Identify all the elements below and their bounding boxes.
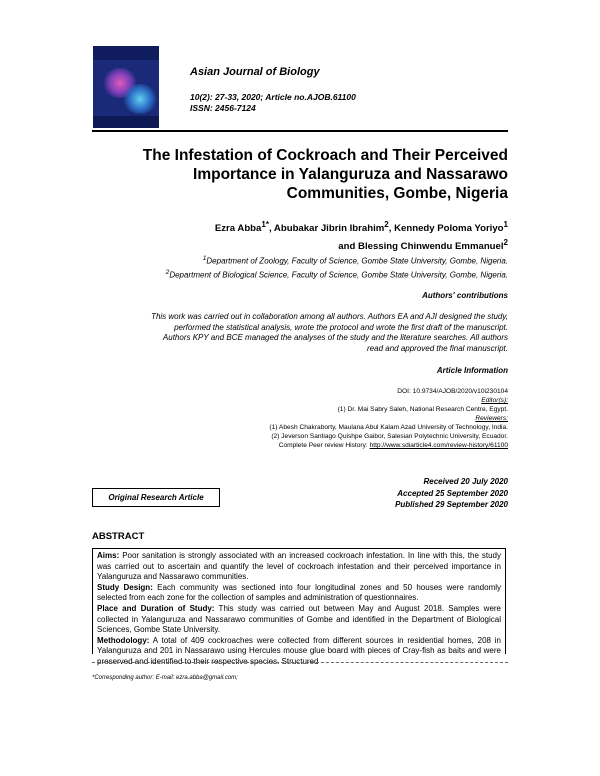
author-line <box>92 218 508 236</box>
issn-line: ISSN: 2456-7124 <box>190 103 256 113</box>
review-history-label: Complete Peer review History: <box>278 442 370 449</box>
contributions-line: performed the statistical analysis, wrote the protocol and wrote the first draft of the manuscript. <box>174 322 508 332</box>
editor-entry: (1) Dr. Mai Sabry Saleh, National Research Centre, Egypt. <box>337 406 508 413</box>
author-line <box>92 236 508 254</box>
affiliation-text: Department of Zoology, Faculty of Science, Gombe State University, Gombe, Nigeria. <box>206 256 508 266</box>
author-sup: 1* <box>261 220 269 229</box>
article-info-heading: Article Information <box>436 366 508 375</box>
article-info <box>92 387 508 450</box>
received-date: Received 20 July 2020 <box>423 477 508 486</box>
cover-bottom-band <box>93 116 159 128</box>
journal-name: Asian Journal of Biology <box>190 66 320 78</box>
affiliation <box>92 267 508 281</box>
author-name: Abubakar Jibrin Ibrahim <box>273 223 385 235</box>
corresponding-author-footnote: *Corresponding author: E-mail: ezra.abba@gmail.com; <box>92 675 238 681</box>
paper-title <box>92 146 508 203</box>
abstract-label: Aims: <box>97 551 120 560</box>
header-rule <box>92 130 508 132</box>
accepted-date: Accepted 25 September 2020 <box>397 488 508 498</box>
journal-cover <box>93 46 159 128</box>
abstract-design <box>97 583 501 604</box>
abstract-label: Study Design: <box>97 582 153 592</box>
contributions-heading: Authors' contributions <box>422 291 508 300</box>
title-line: Importance in Yalanguruza and Nassarawo <box>193 166 508 183</box>
affiliation-sup: 2 <box>165 268 170 276</box>
journal-citation <box>190 92 356 114</box>
cover-art-blue <box>123 84 157 114</box>
abstract-place <box>97 604 501 636</box>
cover-top-band <box>93 46 159 60</box>
abstract-text: A total of 409 cockroaches were collected from different sources in residential homes, 208 in Yalanguruza and 201 in Nassarawo using Hercules mouse glue board with pieces of Cray-fish as baits and were preserved and identified to their respective species. Structured <box>97 635 501 666</box>
affiliation-text: Department of Biological Science, Faculty of Science, Gombe State University, Gombe, Nigeria. <box>169 270 508 280</box>
footnote-divider <box>92 662 508 663</box>
abstract-text: Poor sanitation is strongly associated with an increased cockroach infestation. In line with this, the study was carried out to ascertain and quantify the level of cockroach infestation and their perceived importance in Yalanguruza and Nassarawo communities. <box>97 551 501 582</box>
title-line: Communities, Gombe, Nigeria <box>286 185 508 202</box>
reviewer-entry: (2) Jeverson Santiago Quishpe Gaibor, Salesian Polytechnic University, Ecuador. <box>271 433 508 440</box>
author-separator: , <box>268 223 274 235</box>
abstract-text: This study was carried out between May and August 2018. Samples were collected in Yalanguruza and Nassarawo communities of Gombe and identified in the Department of Biological Sciences, Gombe State University. <box>97 603 501 635</box>
affiliation <box>92 253 508 267</box>
article-dates <box>300 476 508 511</box>
contributions-line: read and approved the final manuscript. <box>367 343 508 353</box>
contributions-line: Authors KPY and BCE managed the analyses of the study and the literature searches. All authors <box>162 333 508 342</box>
author-name: Kennedy Poloma Yoriyo <box>394 223 504 235</box>
author-separator: , <box>388 223 395 235</box>
affiliations <box>92 253 508 280</box>
author-sup: 1 <box>503 220 508 229</box>
editors-label: Editor(s): <box>481 397 508 404</box>
review-history <box>92 441 508 450</box>
doi: DOI: 10.9734/AJOB/2020/v10i230104 <box>397 388 508 395</box>
abstract-label: Place and Duration of Study: <box>97 603 215 613</box>
abstract-aims <box>97 551 501 583</box>
contributions-text <box>92 312 508 354</box>
citation-line: 10(2): 27-33, 2020; Article no.AJOB.61100 <box>190 92 356 102</box>
author-sup: 2 <box>503 238 508 248</box>
author-list <box>92 218 508 254</box>
abstract-text: Each community was sectioned into four longitudinal zones and 50 houses were randomly selected from each zone for the collection of samples and administration of questionnaires. <box>97 582 502 603</box>
title-line: The Infestation of Cockroach and Their Perceived <box>142 147 508 164</box>
abstract-box <box>92 548 506 666</box>
author-name: Blessing Chinwendu Emmanuel <box>358 241 504 253</box>
contributions-line: This work was carried out in collaboration among all authors. Authors EA and AJI designed the study, <box>151 312 508 321</box>
review-history-link[interactable]: http://www.sdiarticle4.com/review-history/61100 <box>369 442 508 449</box>
abstract-label: Methodology: <box>97 635 150 645</box>
affiliation-sup: 1 <box>202 255 207 262</box>
reviewers-label: Reviewers: <box>475 415 508 422</box>
author-and: and <box>338 241 359 253</box>
published-date: Published 29 September 2020 <box>395 500 508 509</box>
author-sup: 2 <box>384 220 389 229</box>
article-type-badge: Original Research Article <box>92 488 220 507</box>
author-name: Ezra Abba <box>214 223 262 235</box>
reviewer-entry: (1) Abesh Chakraborty, Maulana Abul Kalam Azad University of Technology, India. <box>269 424 508 431</box>
abstract-heading: ABSTRACT <box>92 531 145 542</box>
